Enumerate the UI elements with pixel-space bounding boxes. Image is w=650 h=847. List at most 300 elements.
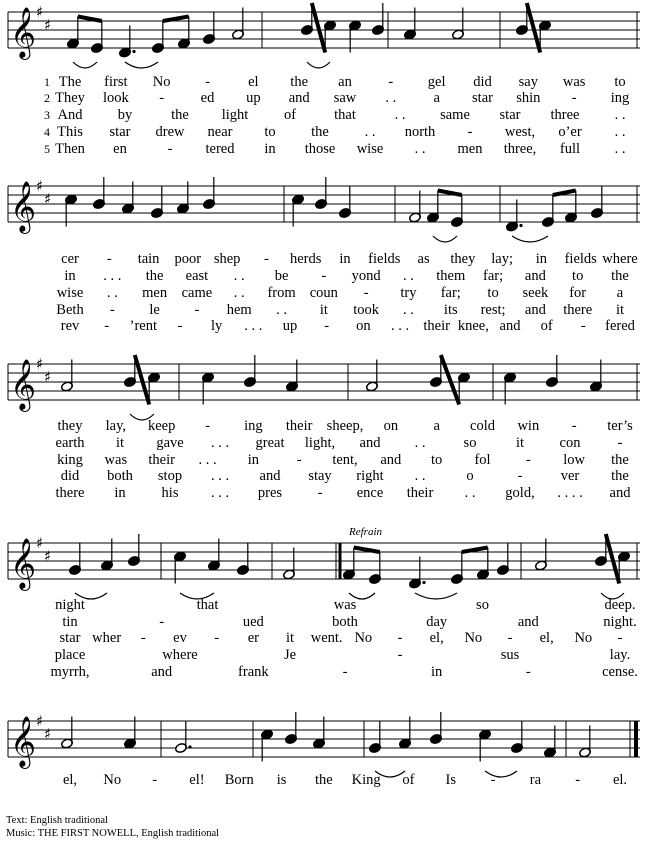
lyric-line bbox=[0, 647, 650, 663]
lyric-syllable: shin bbox=[516, 90, 541, 106]
lyric-syllable: ence bbox=[356, 485, 384, 501]
treble-clef: 𝄞 bbox=[10, 716, 37, 767]
lyric-syllable: both bbox=[332, 614, 358, 630]
lyric-syllable: gold, bbox=[505, 485, 535, 501]
lyric-syllable: lay. bbox=[609, 647, 631, 663]
lyric-syllable: cense. bbox=[602, 664, 638, 680]
lyric-syllable: three, bbox=[503, 141, 537, 157]
lyric-syllable: to bbox=[431, 452, 443, 468]
lyric-syllable: they bbox=[450, 251, 476, 267]
lyric-syllable: - bbox=[205, 74, 210, 90]
lyric-syllable: a bbox=[433, 418, 440, 434]
lyric-syllable: gave bbox=[156, 435, 184, 451]
lyric-syllable: rev bbox=[60, 318, 80, 334]
note-dot bbox=[422, 581, 425, 584]
note-beam bbox=[553, 191, 576, 196]
lyric-syllable: ev bbox=[173, 630, 187, 646]
lyric-syllable: on bbox=[356, 318, 371, 334]
lyric-syllable: No bbox=[103, 772, 122, 788]
note-beam bbox=[78, 17, 102, 22]
lyric-syllable: to bbox=[264, 124, 276, 140]
note-beam bbox=[441, 355, 459, 405]
lyric-syllable: el! bbox=[189, 772, 205, 788]
lyric-syllable: night. bbox=[603, 614, 637, 630]
lyric-syllable: lay, bbox=[105, 418, 127, 434]
lyric-syllable: . . bbox=[364, 124, 376, 140]
lyric-syllable: . . bbox=[464, 485, 476, 501]
lyric-syllable: shep bbox=[213, 251, 241, 267]
lyric-syllable: - bbox=[167, 141, 173, 157]
lyric-syllable: - bbox=[194, 302, 200, 318]
lyric-syllable: same bbox=[440, 107, 470, 123]
verse-number: 3 bbox=[44, 108, 50, 122]
lyric-syllable: . . bbox=[414, 435, 426, 451]
lyric-syllable: No bbox=[152, 74, 171, 90]
lyric-syllable: ver bbox=[560, 468, 580, 484]
lyric-syllable: is bbox=[276, 772, 287, 788]
lyric-line bbox=[0, 285, 650, 301]
lyric-syllable: of bbox=[540, 318, 553, 334]
lyric-syllable: took bbox=[353, 302, 380, 318]
lyric-syllable: gel bbox=[427, 74, 446, 90]
lyric-syllable: the bbox=[145, 268, 164, 284]
lyric-syllable: el. bbox=[612, 772, 628, 788]
sharp-sign: ♯ bbox=[36, 712, 44, 730]
lyric-syllable: - bbox=[571, 418, 577, 434]
lyric-syllable: ed bbox=[200, 90, 215, 106]
lyric-syllable: le bbox=[149, 302, 160, 318]
lyric-syllable: was bbox=[562, 74, 586, 90]
lyric-line bbox=[0, 90, 650, 106]
sharp-sign: ♯ bbox=[36, 3, 44, 21]
lyric-syllable: . . bbox=[414, 468, 426, 484]
lyric-syllable: - bbox=[159, 614, 165, 630]
lyric-syllable: drew bbox=[155, 124, 185, 140]
lyric-syllable: en bbox=[113, 141, 127, 157]
lyric-line bbox=[0, 452, 650, 468]
note-beam bbox=[135, 355, 149, 405]
lyric-syllable: a bbox=[616, 285, 624, 301]
lyric-syllable: low bbox=[563, 452, 586, 468]
lyric-syllable: try bbox=[400, 285, 417, 301]
sharp-sign: ♯ bbox=[44, 725, 52, 743]
lyric-syllable: three bbox=[550, 107, 580, 123]
lyric-syllable: light, bbox=[304, 435, 336, 451]
lyric-syllable: deep. bbox=[604, 597, 636, 613]
lyric-syllable: . . bbox=[276, 302, 287, 318]
lyric-line bbox=[0, 468, 650, 484]
lyric-syllable: east bbox=[185, 268, 209, 284]
lyric-syllable: fields bbox=[368, 251, 401, 267]
lyric-syllable: the bbox=[611, 452, 629, 468]
lyric-syllable: of bbox=[402, 772, 415, 788]
lyric-syllable: it bbox=[615, 302, 625, 318]
lyric-syllable: sus bbox=[500, 647, 520, 663]
lyric-syllable: say bbox=[518, 74, 538, 90]
lyric-syllable: star bbox=[499, 107, 521, 123]
note-dot bbox=[188, 745, 191, 748]
lyric-syllable: was bbox=[104, 452, 128, 468]
lyric-syllable: day bbox=[426, 614, 448, 630]
lyric-syllable: - bbox=[507, 630, 513, 646]
lyric-syllable: - bbox=[140, 630, 146, 646]
lyric-line bbox=[0, 251, 650, 267]
lyric-syllable: . . bbox=[233, 285, 245, 301]
lyric-syllable: Born bbox=[224, 772, 254, 788]
lyric-line bbox=[0, 435, 650, 451]
lyric-syllable: Is bbox=[445, 772, 457, 788]
lyric-syllable: ing bbox=[610, 90, 630, 106]
lyric-syllable: frank bbox=[238, 664, 269, 680]
verse-number: 1 bbox=[44, 75, 50, 89]
lyric-syllable: knee, bbox=[457, 318, 489, 334]
lyric-syllable: came bbox=[181, 285, 213, 301]
lyric-syllable: myrrh, bbox=[50, 664, 90, 680]
lyric-syllable: there bbox=[563, 302, 593, 318]
lyric-syllable: cer bbox=[61, 251, 79, 267]
lyric-syllable: - bbox=[321, 268, 327, 284]
lyric-syllable: in bbox=[339, 251, 351, 267]
lyric-syllable: herds bbox=[289, 251, 322, 267]
lyric-line bbox=[0, 630, 650, 646]
lyric-syllable: its bbox=[443, 302, 458, 318]
lyric-syllable: was bbox=[333, 597, 357, 613]
slur bbox=[125, 62, 158, 68]
lyric-line bbox=[0, 124, 650, 140]
lyric-syllable: and bbox=[380, 452, 402, 468]
lyric-syllable: star bbox=[472, 90, 493, 106]
verse-number: 5 bbox=[44, 142, 50, 156]
lyric-syllable: the bbox=[314, 772, 333, 788]
lyric-syllable: fol bbox=[474, 452, 491, 468]
treble-clef: 𝄞 bbox=[10, 359, 37, 410]
note-beam bbox=[462, 548, 488, 553]
lyric-syllable: - bbox=[525, 452, 531, 468]
lyric-syllable: . . . bbox=[390, 318, 410, 334]
lyric-syllable: poor bbox=[174, 251, 202, 267]
lyric-syllable: so bbox=[463, 435, 477, 451]
lyric-syllable: win bbox=[517, 418, 540, 434]
lyric-line bbox=[0, 772, 650, 788]
lyric-syllable: - bbox=[106, 251, 112, 267]
lyric-syllable: coun bbox=[309, 285, 338, 301]
lyric-syllable: in bbox=[114, 485, 126, 501]
lyric-syllable: earth bbox=[55, 435, 85, 451]
lyric-syllable: it bbox=[515, 435, 525, 451]
lyric-syllable: and bbox=[288, 90, 310, 106]
lyric-syllable: - bbox=[397, 647, 403, 663]
lyric-syllable: full bbox=[559, 141, 581, 157]
lyric-syllable: in bbox=[535, 251, 548, 267]
sharp-sign: ♯ bbox=[44, 547, 52, 565]
lyric-syllable: Je bbox=[283, 647, 297, 663]
lyric-syllable: the bbox=[171, 107, 189, 123]
lyric-line bbox=[0, 318, 650, 334]
lyric-syllable: it bbox=[319, 302, 328, 318]
lyric-syllable: . . bbox=[394, 107, 406, 123]
lyric-syllable: con bbox=[559, 435, 581, 451]
lyric-syllable: rest; bbox=[480, 302, 506, 318]
lyric-syllable: and bbox=[609, 485, 631, 501]
sharp-sign: ♯ bbox=[36, 177, 44, 195]
lyric-syllable: to bbox=[614, 74, 626, 90]
lyric-syllable: - bbox=[490, 772, 496, 788]
sharp-sign: ♯ bbox=[36, 534, 44, 552]
lyric-syllable: seek bbox=[522, 285, 549, 301]
lyric-syllable: place bbox=[54, 647, 86, 663]
note-dot bbox=[519, 224, 522, 227]
lyric-syllable: their bbox=[406, 485, 434, 501]
lyric-syllable: cold bbox=[470, 418, 495, 434]
slur bbox=[307, 62, 330, 68]
lyric-syllable: where bbox=[602, 251, 638, 267]
sharp-sign: ♯ bbox=[44, 368, 52, 386]
lyric-syllable: look bbox=[102, 90, 129, 106]
lyric-syllable: . . . bbox=[210, 485, 230, 501]
lyric-syllable: men bbox=[142, 285, 168, 301]
lyric-syllable: star bbox=[109, 124, 131, 140]
lyric-syllable: their bbox=[423, 318, 450, 334]
lyric-syllable: tered bbox=[205, 141, 235, 157]
lyric-syllable: The bbox=[58, 74, 82, 90]
lyric-syllable: . . . . bbox=[557, 485, 583, 501]
note-beam bbox=[527, 3, 540, 53]
lyric-syllable: far; bbox=[483, 268, 504, 284]
lyric-syllable: the bbox=[611, 268, 629, 284]
lyric-syllable: up bbox=[246, 90, 261, 106]
treble-clef: 𝄞 bbox=[10, 7, 37, 58]
lyric-syllable: men bbox=[457, 141, 483, 157]
lyric-line bbox=[0, 141, 650, 157]
lyric-syllable: They bbox=[55, 90, 85, 106]
lyric-syllable: be bbox=[274, 268, 289, 284]
lyric-syllable: that bbox=[334, 107, 356, 123]
lyric-syllable: - bbox=[517, 468, 523, 484]
lyric-syllable: - bbox=[397, 630, 403, 646]
slur bbox=[73, 62, 97, 68]
note-beam bbox=[606, 534, 619, 584]
lyric-syllable: wher bbox=[92, 630, 122, 646]
sharp-sign: ♯ bbox=[44, 16, 52, 34]
lyric-syllable: . . bbox=[414, 141, 426, 157]
lyric-syllable: Then bbox=[55, 141, 85, 157]
lyric-syllable: tin bbox=[62, 614, 78, 630]
lyric-syllable: King bbox=[351, 772, 381, 788]
lyric-syllable: hem bbox=[226, 302, 252, 318]
lyric-syllable: as bbox=[417, 251, 430, 267]
lyric-syllable: - bbox=[363, 285, 369, 301]
lyric-syllable: in bbox=[264, 141, 276, 157]
lyric-syllable: both bbox=[107, 468, 133, 484]
lyric-syllable: in bbox=[431, 664, 443, 680]
treble-clef: 𝄞 bbox=[10, 538, 37, 589]
lyric-syllable: - bbox=[264, 251, 269, 267]
lyric-syllable: west, bbox=[504, 124, 536, 140]
lyric-syllable: went. bbox=[310, 630, 343, 646]
lyric-syllable: tent, bbox=[332, 452, 358, 468]
lyric-syllable: there bbox=[55, 485, 85, 501]
lyric-syllable: stop bbox=[157, 468, 183, 484]
text-credit: Text: English traditional bbox=[6, 815, 108, 826]
lyric-syllable: Beth bbox=[56, 302, 84, 318]
lyric-syllable: - bbox=[467, 124, 473, 140]
lyric-syllable: pres bbox=[257, 485, 283, 501]
lyric-syllable: - bbox=[324, 318, 330, 334]
lyric-syllable: far; bbox=[440, 285, 461, 301]
lyric-syllable: fered bbox=[605, 318, 635, 334]
lyric-syllable: fields bbox=[564, 251, 597, 267]
lyric-syllable: so bbox=[476, 597, 489, 613]
lyric-syllable: on bbox=[383, 418, 399, 434]
lyric-syllable: ter’s bbox=[607, 418, 633, 434]
lyric-syllable: that bbox=[196, 597, 219, 613]
lyric-line bbox=[0, 418, 650, 434]
lyric-syllable: - bbox=[109, 302, 115, 318]
lyric-syllable: - bbox=[580, 318, 586, 334]
lyric-syllable: right bbox=[356, 468, 384, 484]
lyric-syllable: er bbox=[247, 630, 259, 646]
lyric-syllable: - bbox=[214, 630, 220, 646]
lyric-syllable: . . . bbox=[210, 435, 230, 451]
lyric-syllable: north bbox=[404, 124, 436, 140]
lyric-syllable: light bbox=[221, 107, 249, 123]
sharp-sign: ♯ bbox=[44, 190, 52, 208]
slur bbox=[512, 236, 548, 242]
lyric-syllable: - bbox=[317, 485, 323, 501]
lyric-syllable: ’rent bbox=[129, 318, 158, 334]
lyric-syllable: yond bbox=[351, 268, 381, 284]
lyric-syllable: in bbox=[247, 452, 259, 468]
lyric-syllable: saw bbox=[333, 90, 357, 106]
lyric-syllable: - bbox=[617, 435, 623, 451]
lyric-line bbox=[0, 485, 650, 501]
lyric-syllable: el, bbox=[539, 630, 554, 646]
lyric-syllable: el bbox=[248, 74, 259, 90]
lyric-syllable: the bbox=[611, 468, 629, 484]
lyric-syllable: their bbox=[148, 452, 175, 468]
lyric-syllable: . . . bbox=[244, 318, 263, 334]
lyric-syllable: up bbox=[282, 318, 298, 334]
lyric-syllable: No bbox=[464, 630, 483, 646]
lyric-syllable: And bbox=[57, 107, 83, 123]
lyric-syllable: - bbox=[177, 318, 183, 334]
lyric-syllable: wise bbox=[56, 285, 84, 301]
lyric-line bbox=[0, 614, 650, 630]
lyric-syllable: his bbox=[161, 485, 179, 501]
lyric-syllable: first bbox=[104, 74, 128, 90]
lyric-syllable: and bbox=[524, 302, 546, 318]
lyric-syllable: and bbox=[151, 664, 173, 680]
lyric-syllable: tain bbox=[137, 251, 160, 267]
lyric-syllable: - bbox=[617, 630, 623, 646]
lyric-syllable: o bbox=[466, 468, 474, 484]
lyric-syllable: and bbox=[517, 614, 539, 630]
lyric-syllable: o’er bbox=[558, 124, 582, 140]
lyric-syllable: a bbox=[433, 90, 440, 106]
lyric-syllable: to bbox=[572, 268, 584, 284]
lyric-syllable: No bbox=[574, 630, 593, 646]
lyric-line bbox=[0, 74, 650, 90]
lyric-syllable: king bbox=[57, 452, 83, 468]
lyric-syllable: it bbox=[115, 435, 125, 451]
lyric-syllable: for bbox=[569, 285, 587, 301]
lyric-syllable: - bbox=[152, 772, 158, 788]
lyric-syllable: - bbox=[575, 772, 581, 788]
music-credit: Music: THE FIRST NOWELL, English traditional bbox=[6, 828, 220, 839]
lyric-syllable: night bbox=[55, 597, 85, 613]
sharp-sign: ♯ bbox=[36, 355, 44, 373]
lyric-syllable: lay; bbox=[491, 251, 514, 267]
lyric-line bbox=[0, 268, 650, 284]
lyric-syllable: . . bbox=[614, 107, 626, 123]
lyric-syllable: to bbox=[487, 285, 499, 301]
lyric-syllable: those bbox=[304, 141, 336, 157]
lyric-syllable: the bbox=[311, 124, 329, 140]
lyric-syllable: of bbox=[283, 107, 297, 123]
lyric-line bbox=[0, 107, 650, 123]
lyric-syllable: This bbox=[57, 124, 83, 140]
lyric-syllable: . . . bbox=[210, 468, 230, 484]
lyric-line bbox=[0, 664, 650, 680]
lyric-syllable: they bbox=[57, 418, 83, 434]
lyric-syllable: sheep, bbox=[326, 418, 364, 434]
note-beam bbox=[163, 17, 189, 22]
lyric-syllable: ued bbox=[242, 614, 264, 630]
lyric-syllable: el, bbox=[429, 630, 444, 646]
lyric-syllable: keep bbox=[147, 418, 176, 434]
lyric-syllable: from bbox=[267, 285, 296, 301]
lyric-syllable: ing bbox=[244, 418, 263, 434]
lyric-syllable: . . bbox=[106, 285, 118, 301]
lyric-syllable: - bbox=[159, 90, 165, 106]
lyric-syllable: - bbox=[296, 452, 302, 468]
lyric-syllable: stay bbox=[308, 468, 332, 484]
lyric-syllable: an bbox=[338, 74, 352, 90]
lyric-syllable: . . . bbox=[103, 268, 122, 284]
lyric-syllable: ra bbox=[529, 772, 542, 788]
lyric-syllable: great bbox=[255, 435, 285, 451]
lyric-syllable: did bbox=[60, 468, 80, 484]
note-beam bbox=[354, 548, 380, 553]
lyric-syllable: . . . bbox=[198, 452, 217, 468]
refrain-label: Refrain bbox=[349, 526, 382, 538]
lyric-syllable: in bbox=[64, 268, 76, 284]
lyric-syllable: and bbox=[259, 468, 281, 484]
lyric-syllable: - bbox=[104, 318, 110, 334]
lyric-syllable: them bbox=[436, 268, 466, 284]
lyric-syllable: and bbox=[499, 318, 521, 334]
lyric-line bbox=[0, 302, 650, 318]
lyric-syllable: . . bbox=[233, 268, 245, 284]
note-beam bbox=[312, 3, 325, 53]
lyric-syllable: . . bbox=[403, 268, 414, 284]
note-dot bbox=[132, 50, 135, 53]
lyric-syllable: wise bbox=[356, 141, 384, 157]
lyric-syllable: and bbox=[359, 435, 381, 451]
note-beam bbox=[438, 191, 462, 196]
lyric-syllable: el, bbox=[62, 772, 78, 788]
lyric-syllable: . . bbox=[614, 124, 626, 140]
lyric-syllable: the bbox=[290, 74, 309, 90]
lyric-syllable: - bbox=[571, 90, 577, 106]
lyric-syllable: and bbox=[524, 268, 546, 284]
slur bbox=[433, 236, 457, 242]
lyric-syllable: where bbox=[162, 647, 198, 663]
lyric-syllable: star bbox=[59, 630, 81, 646]
lyric-syllable: - bbox=[525, 664, 531, 680]
lyric-syllable: - bbox=[342, 664, 348, 680]
lyric-syllable: near bbox=[207, 124, 233, 140]
